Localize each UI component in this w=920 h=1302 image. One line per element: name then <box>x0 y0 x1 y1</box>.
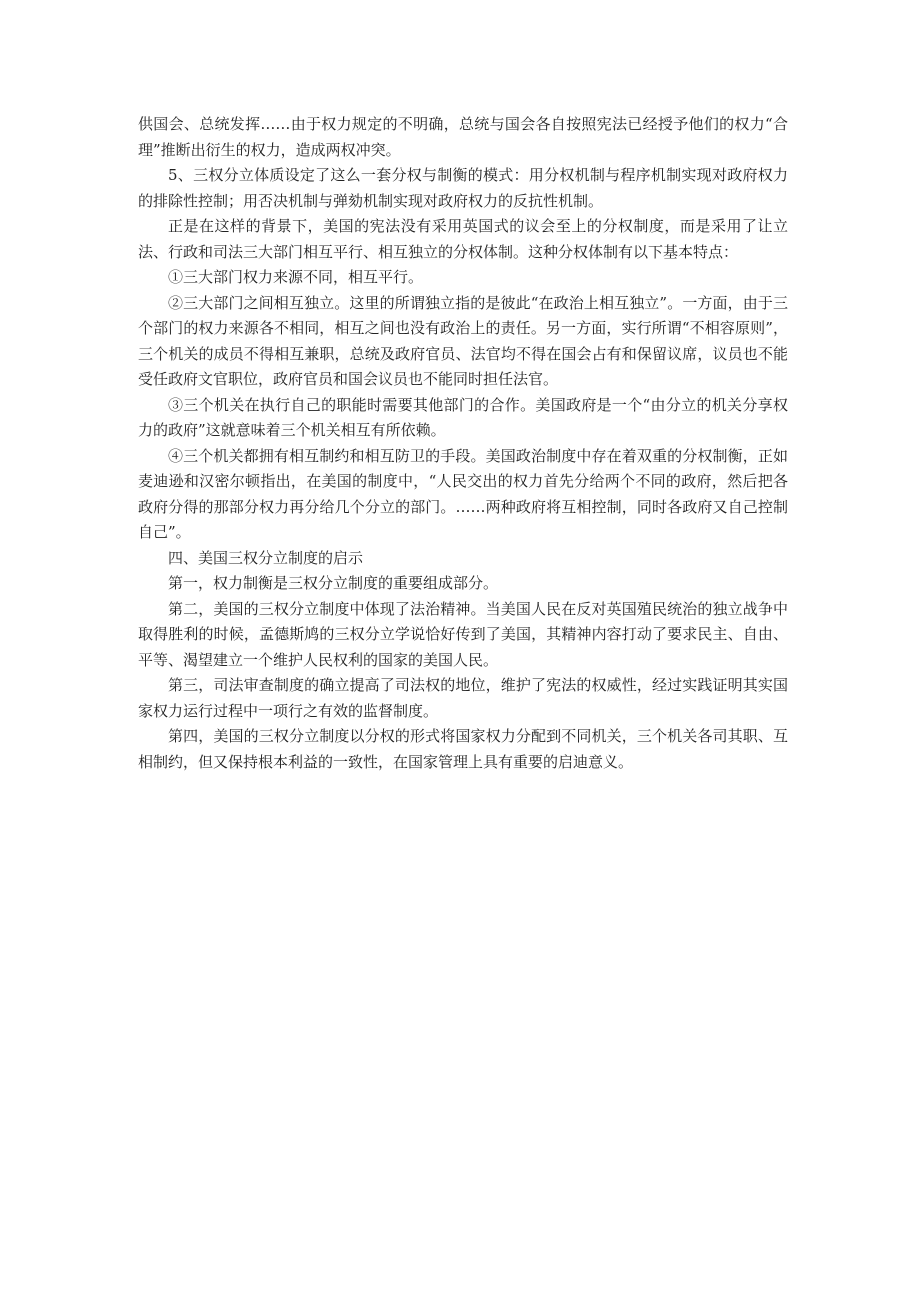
paragraph-second: 第二，美国的三权分立制度中体现了法治精神。当美国人民在反对英国殖民统治的独立战争中取得胜利的时候，孟德斯鸠的三权分立学说恰好传到了美国，其精神内容打动了要求民主、自由、平等、渴望建立一个维护人民权利的国家的美国人民。 <box>138 599 788 669</box>
section-heading: 四、美国三权分立制度的启示 <box>168 548 364 567</box>
paragraph-feature-4: ④三个机关都拥有相互制约和相互防卫的手段。美国政治制度中存在着双重的分权制衡，正如麦迪逊和汉密尔顿指出，在美国的制度中，“人民交出的权力首先分给两个不同的政府，然后把各政府分得的那部分权力再分给几个分立的部门。……两种政府将互相控制，同时各政府又自己控制自己”。 <box>138 446 788 541</box>
paragraph-background: 正是在这样的背景下，美国的宪法没有采用英国式的议会至上的分权制度，而是采用了让立法、行政和司法三大部门相互平行、相互独立的分权体制。这种分权体制有以下基本特点： <box>138 217 788 261</box>
paragraph-fourth: 第四，美国的三权分立制度以分权的形式将国家权力分配到不同机关，三个机关各司其职、互相制约，但又保持根本利益的一致性，在国家管理上具有重要的启迪意义。 <box>138 727 788 771</box>
paragraph-feature-1: ①三大部门权力来源不同，相互平行。 <box>168 268 424 286</box>
paragraph-continuation: 供国会、总统发挥……由于权力规定的不明确，总统与国会各自按照宪法已经授予他们的权力“合理”推断出衍生的权力，造成两权冲突。 <box>138 115 788 159</box>
paragraph-feature-2: ②三大部门之间相互独立。这里的所谓独立指的是彼此“在政治上相互独立”。一方面，由于三个部门的权力来源各不相同，相互之间也没有政治上的责任。另一方面，实行所谓“不相容原则”，三个机关的成员不得相互兼职，总统及政府官员、法官均不得在国会占有和保留议席，议员也不能受任政府文官职位，政府官员和国会议员也不能同时担任法官。 <box>138 293 788 388</box>
paragraph-third: 第三，司法审查制度的确立提高了司法权的地位，维护了宪法的权威性，经过实践证明其实国家权力运行过程中一项行之有效的监督制度。 <box>138 676 788 720</box>
paragraph-first: 第一，权力制衡是三权分立制度的重要组成部分。 <box>168 574 499 592</box>
paragraph-point-5: 5、三权分立体质设定了这么一套分权与制衡的模式：用分权机制与程序机制实现对政府权力的排除性控制；用否决机制与弹劾机制实现对政府权力的反抗性机制。 <box>138 166 788 210</box>
paragraph-feature-3: ③三个机关在执行自己的职能时需要其他部门的合作。美国政府是一个“由分立的机关分享权力的政府”这就意味着三个机关相互有所依赖。 <box>138 395 788 439</box>
document-body <box>138 112 788 775</box>
